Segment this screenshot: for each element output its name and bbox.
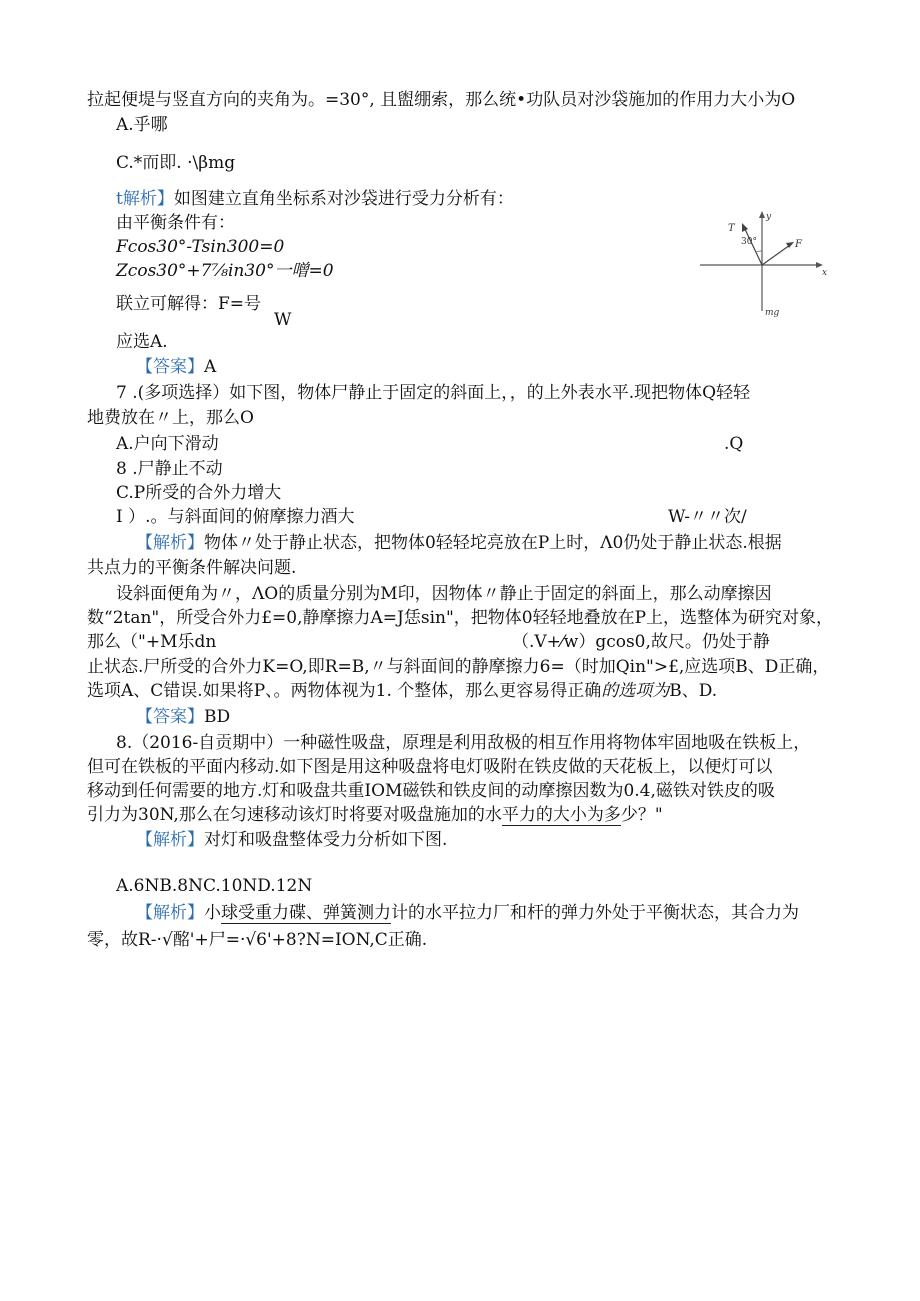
problem-9-options: A.6NB.8NC.10ND.12N — [116, 876, 313, 896]
analysis-7-main: 选项A、C错误.如果将P、。两物体视为1. 个整体，那么更容易得正确 — [87, 681, 602, 701]
analysis-text: 物体〃处于静止状态，把物体0轻轻坨亮放在P上时，Λ0仍处于静止状态.根据 — [204, 533, 782, 553]
answer-tag: 【答案】 — [136, 707, 204, 727]
force-f-vector — [762, 245, 790, 265]
solve-line: 联立可解得：F=号 — [116, 294, 262, 314]
problem-8-analysis — [136, 829, 447, 851]
problem-7-side-q: .Q — [724, 434, 744, 454]
balance-intro: 由平衡条件有： — [116, 213, 235, 233]
problem-8-stem-4 — [87, 804, 663, 826]
stem-4-main: 引力为30N,那么在匀速移动该灯时将要对吸盘施加的水 — [87, 805, 502, 825]
problem-6-answer — [136, 356, 216, 378]
problem-6-option-c: C.*而即. ·\βmg — [116, 153, 236, 173]
problem-7-analysis-3: 设斜面便角为〃，ΛO的质量分别为M印，因物体〃静止于固定的斜面上，那么动摩擦因 — [116, 584, 772, 604]
solve-denominator: W — [274, 310, 292, 330]
problem-9-analysis-1 — [136, 902, 799, 924]
analysis-tag: 【解析】 — [136, 830, 204, 850]
analysis-1a: 小 — [204, 903, 221, 923]
problem-8-stem-1: 8.（2016-自贡期中）一种磁性吸盘，原理是利用敌极的相互作用将物体牢固地吸在铁板上， — [116, 733, 811, 753]
problem-7-analysis-7 — [87, 680, 717, 702]
answer-tag: 【答案】 — [136, 357, 204, 377]
problem-7-analysis-5b: （.V+⁄w）gcos0,故尺。仍处于静 — [512, 632, 770, 652]
problem-7-option-c: C.P所受的合外力增大 — [116, 483, 282, 503]
answer-value: A — [204, 357, 217, 377]
problem-7-analysis-2: 共点力的平衡条件解决问题. — [87, 558, 297, 578]
problem-7-answer — [136, 706, 230, 728]
analysis-tag: t解析】 — [116, 189, 174, 209]
problem-7-side-w: W-〃〃次/ — [668, 507, 747, 527]
problem-7-analysis-4: 数“2tan"，所受合外力£=0,静摩擦力A=J恁sin"，把物体0轻轻地叠放在P上，选整体为研究对象， — [87, 608, 834, 628]
analysis-text: 如图建立直角坐标系对沙袋进行受力分析有： — [173, 189, 514, 209]
problem-6-stem: 拉起便堤与竖直方向的夹角为。=30°, 且盥绷索，那么统•功队员对沙袋施加的作用力大小为O — [87, 90, 796, 110]
analysis-tag: 【解析】 — [136, 533, 204, 553]
analysis-text: 对灯和吸盘整体受力分析如下图. — [204, 830, 448, 850]
y-axis-arrow — [759, 211, 765, 218]
answer-value: BD — [204, 707, 231, 727]
angle-arc — [756, 251, 762, 252]
problem-7-option-a: A.户向下滑动 — [116, 434, 219, 454]
force-diagram — [698, 207, 832, 319]
problem-7-analysis-5a: 那么（"+M乐dn — [87, 632, 217, 652]
analysis-tag: 【解析】 — [136, 903, 204, 923]
problem-7-option-b: 8 .尸静止不动 — [116, 459, 223, 479]
select-line: 应选A. — [116, 332, 168, 352]
problem-6-analysis — [116, 188, 514, 210]
label-angle: 30° — [741, 237, 757, 247]
problem-8-stem-3: 移动到任何需要的地方.灯和吸盘共重IOM磁铁和铁皮间的动摩擦因数为0.4,磁铁对铁皮的吸 — [87, 781, 775, 801]
problem-7-stem-2: 地费放在〃上，那么O — [87, 408, 254, 428]
problem-7-analysis-6: 止状态.尸所受的合外力K=O,即R=B,〃与斜面间的静摩擦力6=（时加Qin">£,应选项B、D正确， — [87, 657, 830, 677]
problem-7-option-d: I ）.。与斜面间的俯摩擦力酒大 — [116, 507, 355, 527]
analysis-7-italic: 的选项为 — [601, 681, 670, 701]
label-x: x — [822, 268, 828, 278]
problem-8-stem-2: 但可在铁板的平面内移动.如下图是用这种吸盘将电灯吸附在铁皮做的天花板上，以便灯可以 — [87, 757, 773, 777]
stem-4-end: 少？" — [620, 805, 663, 825]
stem-4-underlined: 平力的大小为多 — [501, 805, 621, 825]
problem-6-option-a: A.乎哪 — [116, 115, 168, 135]
analysis-7-end: B、D. — [669, 681, 718, 701]
equation-1: Fcos30°-Tsin300=0 — [116, 237, 285, 257]
label-f: F — [795, 239, 802, 250]
label-mg: mg — [765, 308, 780, 318]
equation-2: Zcos30°+7⅞in30°一噌=0 — [116, 261, 334, 281]
problem-9-analysis-2: 零，故R-·√酩'+尸=·√6'+8?N=ION,C正确. — [87, 930, 428, 950]
problem-7-stem-1: 7 .(多项选择）如下图，物体尸静止于固定的斜面上，，的上外表水平.现把物体Q轻轻 — [116, 383, 751, 403]
problem-7-analysis-1 — [136, 532, 782, 554]
analysis-1-underlined: 球受重力碟、弹簧测力 — [221, 903, 391, 923]
label-t: T — [728, 223, 735, 234]
tension-arrowhead — [742, 223, 748, 232]
analysis-1c: 计的水平拉力厂和杆的弹力外处于平衡状态，其合力为 — [391, 903, 799, 923]
label-y: y — [766, 212, 772, 222]
